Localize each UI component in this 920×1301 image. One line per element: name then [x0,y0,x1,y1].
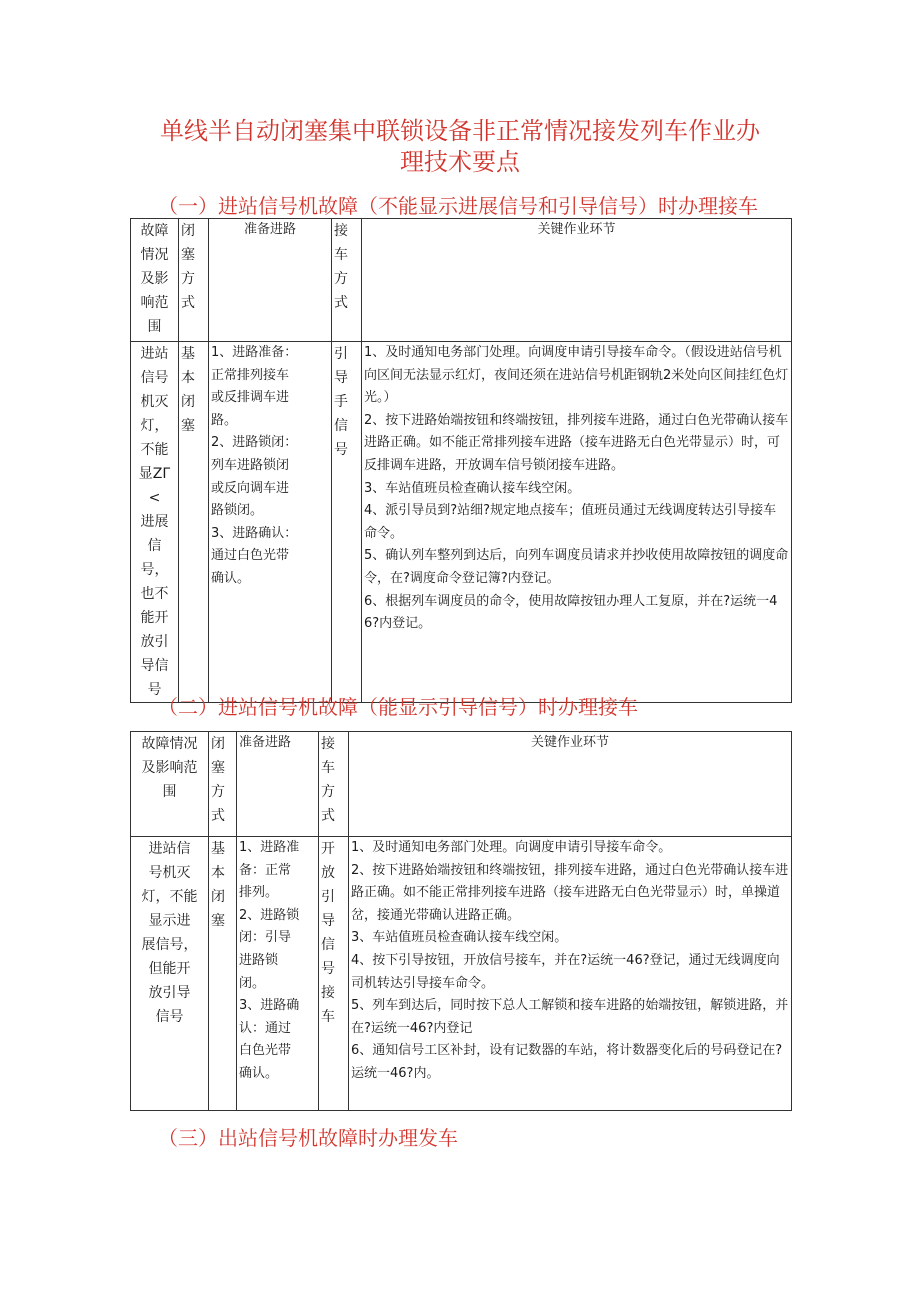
table-row [131,837,792,1111]
step-4: 4、派引导员到?站细?规定地点接车；值班员通过无线调度转达引导接车命令。 [364,503,777,541]
header-block-method: 闭 塞 方 式 [209,732,237,837]
header-block-method: 闭 塞 方 式 [179,219,209,342]
header-key-steps: 关键作业环节 [349,732,792,837]
step-3: 3、车站值班员检查确认接车线空闲。 [351,930,568,946]
cell-receive-method: 开 放 引 导 信 号 接 车 [319,837,349,1111]
document-title [0,116,920,178]
section-2-heading: （二）进站信号机故障（能显示引导信号）时办理接车 [158,695,638,719]
step-6: 6、根据列车调度员的命令，使用故障按钮办理人工复原，并在?运统一46?内登记。 [364,593,778,632]
table-1-header-row [131,219,792,342]
step-5: 5、列车到达后，同时按下总人工解锁和接车进路的始端按钮，解锁进路，并在?运统一46?内登记 [351,998,789,1036]
step-1: 1、及时通知电务部门处理。向调度申请引导接车命令。 [351,840,672,855]
header-route-prep: 准备进路 [237,732,319,837]
cell-fault-scope: 进站 信号 机灭 灯， 不能 显ZΓ< 进展 信 号， 也不 能开 放引 导信 号 [131,342,179,703]
cell-block-method: 基 本 闭 塞 [179,342,209,703]
header-receive-method: 接 车 方 式 [319,732,349,837]
table-row [131,342,792,703]
cell-route-prep: 1、进路准备： 正常排列接车 或反排调车进 路。 2、进路锁闭： 列车进路锁闭 或反向调车进 路锁闭。 3、进路确认： 通过白色光带 确认。 [209,342,332,703]
cell-key-steps [362,342,792,703]
header-receive-method: 接 车 方 式 [332,219,362,342]
section-3-heading: （三）出站信号机故障时办理发车 [158,1126,458,1150]
title-line-1: 单线半自动闭塞集中联锁设备非正常情况接发列车作业办 [160,117,760,145]
step-1: 1、及时通知电务部门处理。向调度申请引导接车命令。（假设进站信号机向区间无法显示红灯，夜间还须在进站信号机距钢轨2米处向区间挂红色灯光。） [364,345,789,406]
header-fault-scope: 故障 情况 及影 响范 围 [131,219,179,342]
step-4: 4、按下引导按钮，开放信号接车，并在?运统一46?登记，通过无线调度向司机转达引导接车命令。 [351,952,780,991]
header-key-steps: 关键作业环节 [362,219,792,342]
step-6: 6、通知信号工区补封，设有记数器的车站，将计数器变化后的号码登记在?运统一46?内。 [351,1043,783,1081]
step-5: 5、确认列车整列到达后，向列车调度员请求并抄收使用故障按钮的调度命令，在?调度命令登记簿?内登记。 [364,548,789,586]
header-route-prep: 准备进路 [209,219,332,342]
cell-fault-scope: 进站信 号机灭 灯，不能 显示进 展信号， 但能开 放引导 信号 [131,837,209,1111]
cell-key-steps [349,837,792,1111]
table-2-header-row [131,732,792,837]
step-3: 3、车站值班员检查确认接车线空闲。 [364,480,581,496]
title-line-2: 理技术要点 [400,148,520,176]
table-1 [130,218,792,703]
step-2: 2、按下进路始端按钮和终端按钮，排列接车进路，通过白色光带确认接车进路正确。如不能正常排列接车进路（接车进路无白色光带显示）时，可反排调车进路，开放调车信号锁闭接车进路。 [364,412,789,473]
section-1-heading: （一）进站信号机故障（不能显示进展信号和引导信号）时办理接车 [158,194,758,218]
cell-receive-method: 引 导 手 信 号 [332,342,362,703]
cell-route-prep: 1、进路准 备：正常 排列。 2、进路锁 闭：引导 进路锁 闭。 3、进路确 认：通过 白色光带 确认。 [237,837,319,1111]
table-2 [130,731,792,1111]
header-fault-scope: 故障情况 及影响范 围 [131,732,209,837]
step-2: 2、按下进路始端按钮和终端按钮，排列接车进路，通过白色光带确认接车进路正确。如不能正常排列接车进路（接车进路无白色光带显示）时，单操道岔，接通光带确认进路正确。 [351,862,789,923]
cell-block-method: 基 本 闭 塞 [209,837,237,1111]
